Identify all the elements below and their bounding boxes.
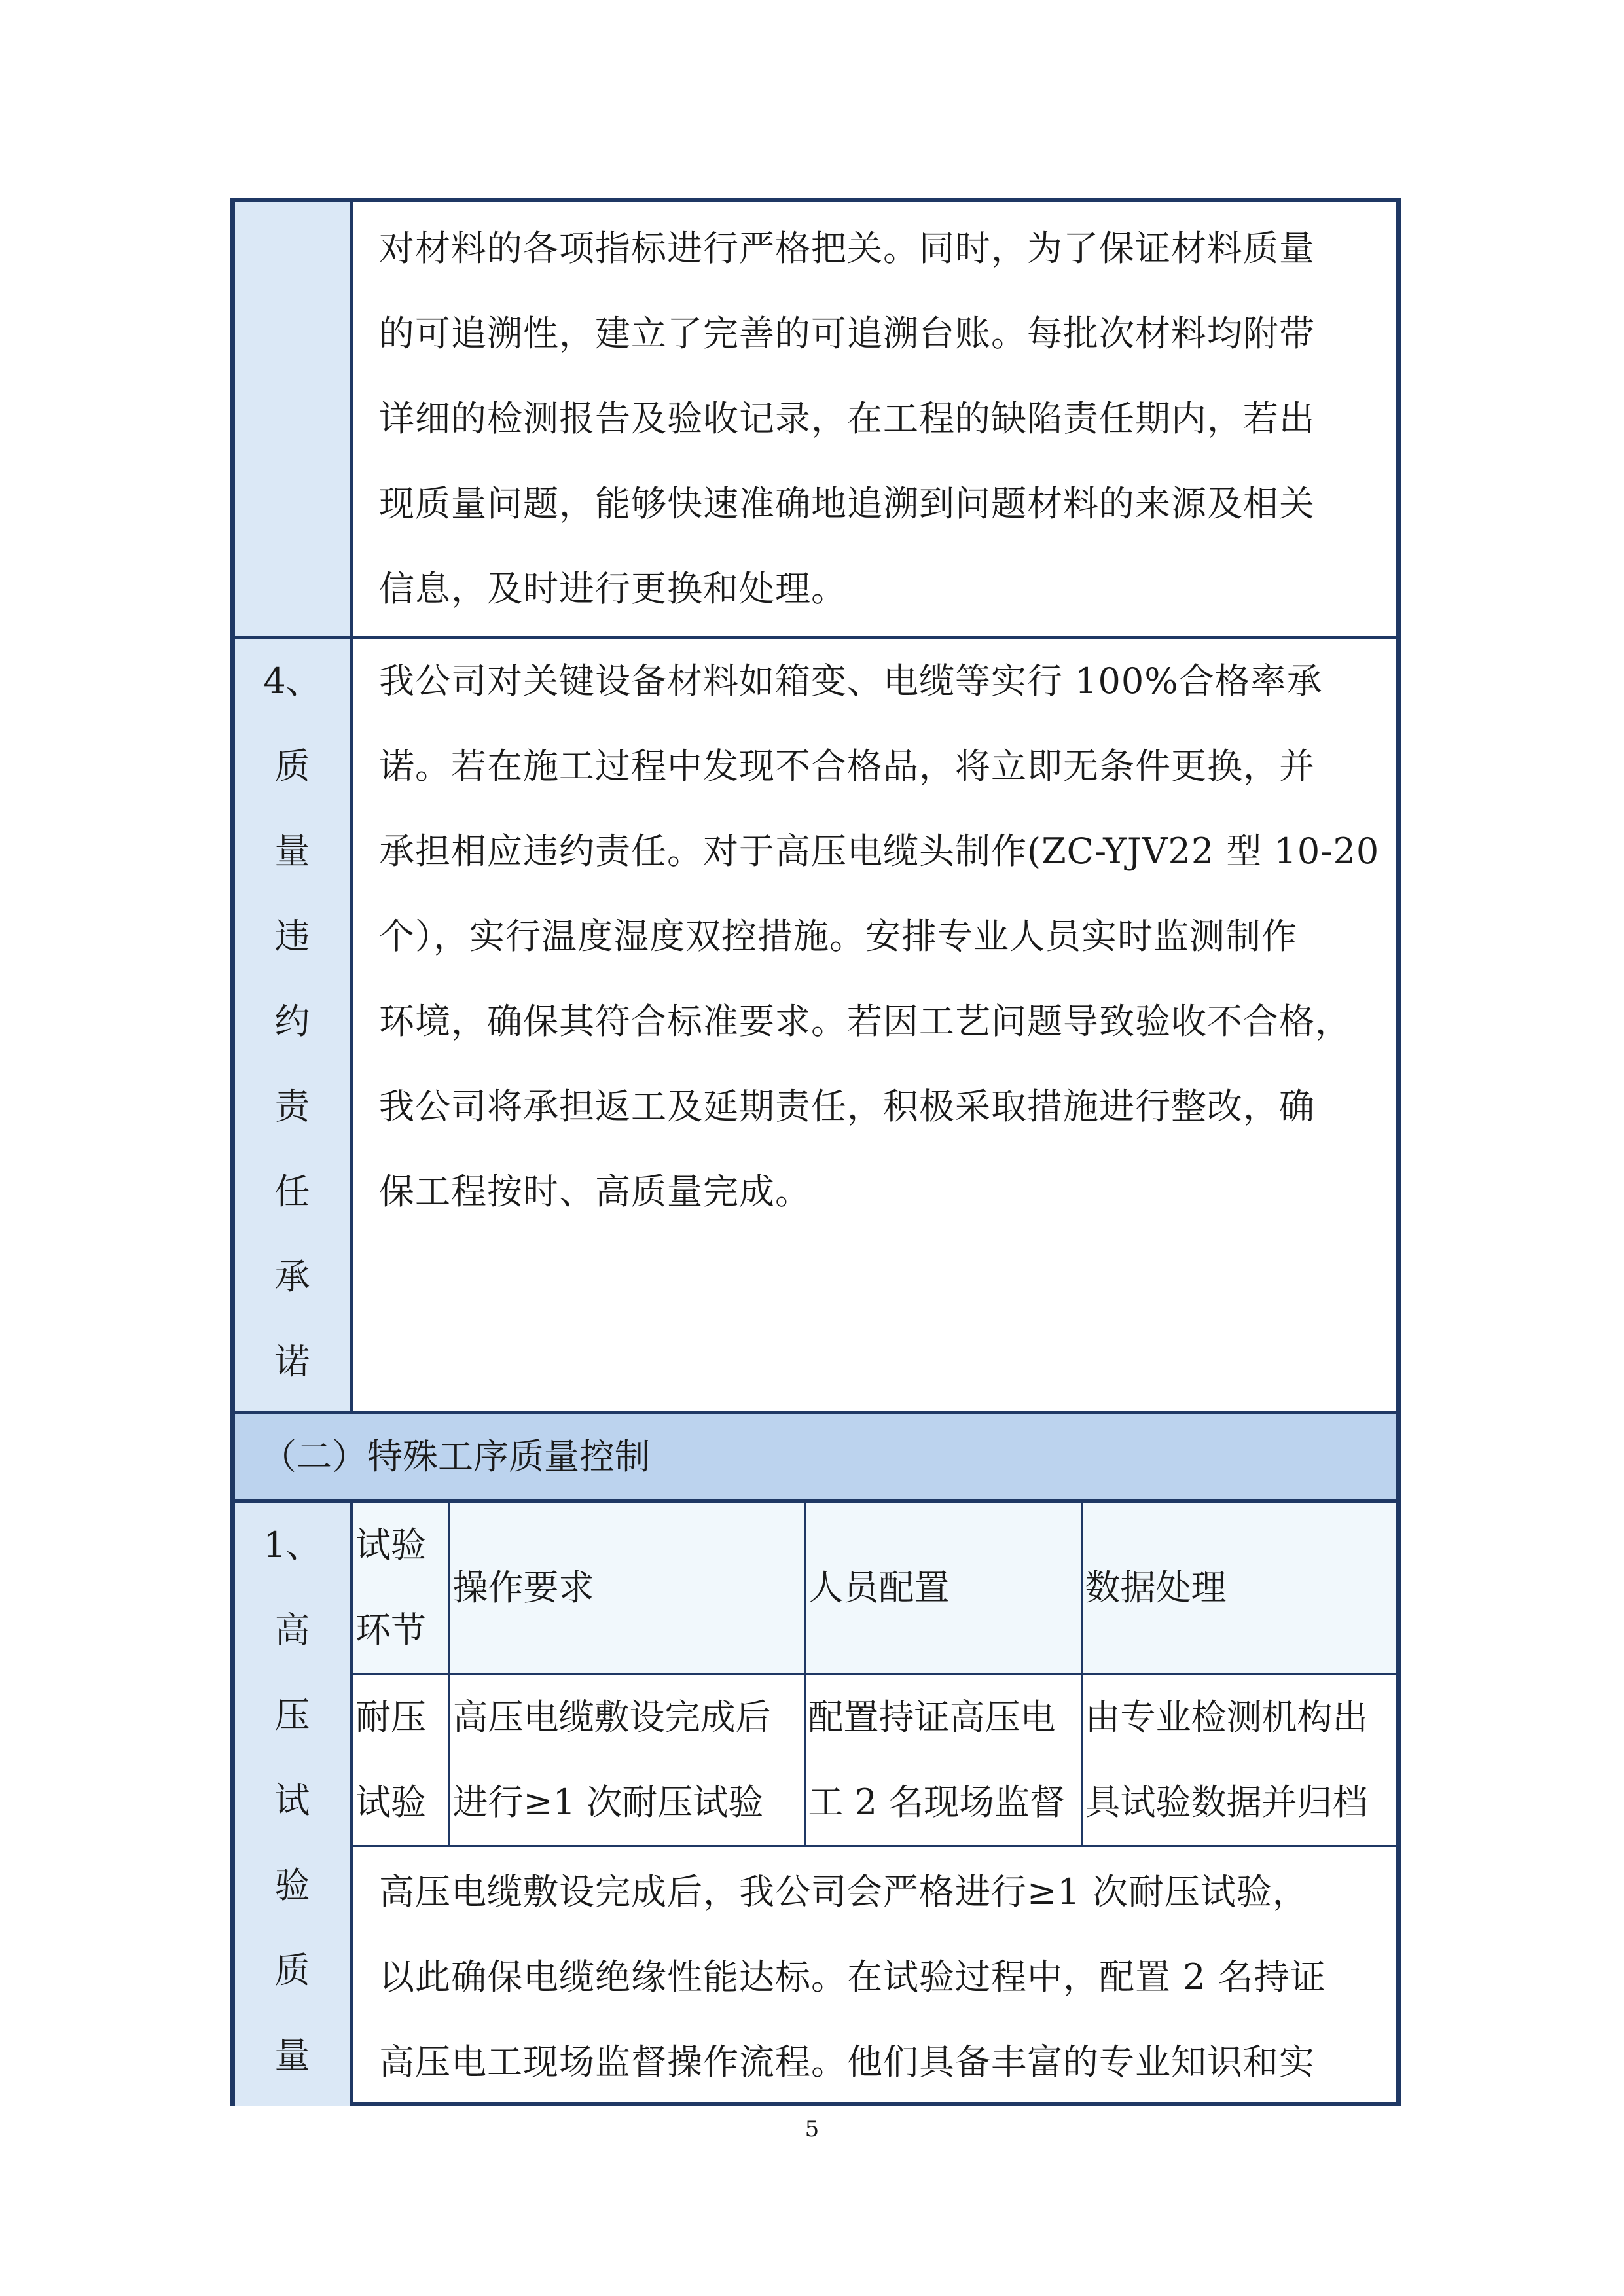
label-char: 4、 xyxy=(263,660,321,702)
label-char: 约 xyxy=(274,1001,310,1042)
row2-label xyxy=(235,639,350,1405)
label-char: 质 xyxy=(274,1950,310,1991)
label-char: 违 xyxy=(274,916,310,957)
label-char: 量 xyxy=(274,2035,310,2076)
text-line: 承担相应违约责任。对于高压电缆头制作(ZC-YJV22 型 10-20 xyxy=(379,831,1380,872)
quality-table xyxy=(230,198,1401,2106)
section-header xyxy=(235,1414,1396,1499)
label-char: 承 xyxy=(274,1256,310,1297)
table-cell xyxy=(1081,1674,1396,1846)
text-line: 信息，及时进行更换和处理。 xyxy=(379,568,847,609)
row3-content xyxy=(379,1850,1387,2105)
cell-line: 工 2 名现场监督 xyxy=(808,1782,1066,1823)
row1-label-cell xyxy=(235,202,350,636)
row2-label-cell xyxy=(235,639,350,1411)
column-divider xyxy=(350,202,353,1411)
table-cell xyxy=(804,1674,1081,1846)
text-line: 诺。若在施工过程中发现不合格品，将立即无条件更换，并 xyxy=(379,745,1315,787)
table-row xyxy=(353,1674,1396,1846)
text-line: 现质量问题，能够快速准确地追溯到问题材料的来源及相关 xyxy=(379,483,1315,524)
cell-line: 高压电缆敷设完成后 xyxy=(452,1696,771,1738)
cell-line: 环节 xyxy=(355,1609,426,1651)
cell-line: 试验 xyxy=(355,1782,426,1823)
label-char: 诺 xyxy=(274,1341,310,1382)
text-line: 环境，确保其符合标准要求。若因工艺问题导致验收不合格， xyxy=(379,1001,1351,1042)
label-char: 责 xyxy=(274,1086,310,1127)
text-line: 个），实行温度湿度双控措施。安排专业人员实时监测制作 xyxy=(379,916,1297,957)
header-cell xyxy=(353,1503,449,1674)
text-line: 高压电工现场监督操作流程。他们具备丰富的专业知识和实 xyxy=(379,2041,1315,2083)
label-char: 试 xyxy=(274,1780,310,1821)
cell-line: 耐压 xyxy=(355,1696,426,1738)
label-char: 量 xyxy=(274,831,310,872)
label-char: 压 xyxy=(274,1695,310,1736)
row3-label-cell xyxy=(235,1503,350,2106)
table-header-row xyxy=(353,1503,1396,1674)
text-line: 高压电缆敷设完成后，我公司会严格进行≥1 次耐压试验， xyxy=(379,1871,1308,1912)
cell-line: 操作要求 xyxy=(452,1567,594,1608)
test-table xyxy=(353,1503,1396,1847)
cell-line: 试验 xyxy=(355,1524,426,1566)
row3-label xyxy=(235,1503,350,2098)
label-char: 1、 xyxy=(263,1524,321,1566)
table-cell xyxy=(449,1674,804,1846)
header-cell xyxy=(804,1503,1081,1674)
row1-content xyxy=(379,206,1387,632)
label-char: 高 xyxy=(274,1609,310,1651)
text-line: 对材料的各项指标进行严格把关。同时，为了保证材料质量 xyxy=(379,228,1315,269)
label-char: 验 xyxy=(274,1865,310,1906)
column-divider xyxy=(350,1503,353,2106)
label-char: 任 xyxy=(274,1171,310,1212)
text-line: 的可追溯性，建立了完善的可追溯台账。每批次材料均附带 xyxy=(379,313,1315,354)
text-line: 以此确保电缆绝缘性能达标。在试验过程中，配置 2 名持证 xyxy=(379,1956,1326,1998)
label-char: 质 xyxy=(274,745,310,787)
cell-line: 人员配置 xyxy=(808,1567,950,1608)
cell-line: 数据处理 xyxy=(1085,1567,1227,1608)
text-line: 保工程按时、高质量完成。 xyxy=(379,1171,811,1212)
section-title: （二）特殊工序质量控制 xyxy=(261,1436,650,1477)
table-cell xyxy=(353,1674,449,1846)
header-cell xyxy=(1081,1503,1396,1674)
text-line: 详细的检测报告及验收记录，在工程的缺陷责任期内，若出 xyxy=(379,398,1315,439)
cell-line: 配置持证高压电 xyxy=(808,1696,1056,1738)
page-number: 5 xyxy=(804,2116,820,2142)
header-cell xyxy=(449,1503,804,1674)
cell-line: 由专业检测机构出 xyxy=(1085,1696,1368,1738)
cell-line: 进行≥1 次耐压试验 xyxy=(452,1782,764,1823)
cell-line: 具试验数据并归档 xyxy=(1085,1782,1368,1823)
text-line: 我公司将承担返工及延期责任，积极采取措施进行整改，确 xyxy=(379,1086,1315,1127)
text-line: 我公司对关键设备材料如箱变、电缆等实行 100%合格率承 xyxy=(379,660,1323,702)
row2-content xyxy=(379,639,1387,1234)
